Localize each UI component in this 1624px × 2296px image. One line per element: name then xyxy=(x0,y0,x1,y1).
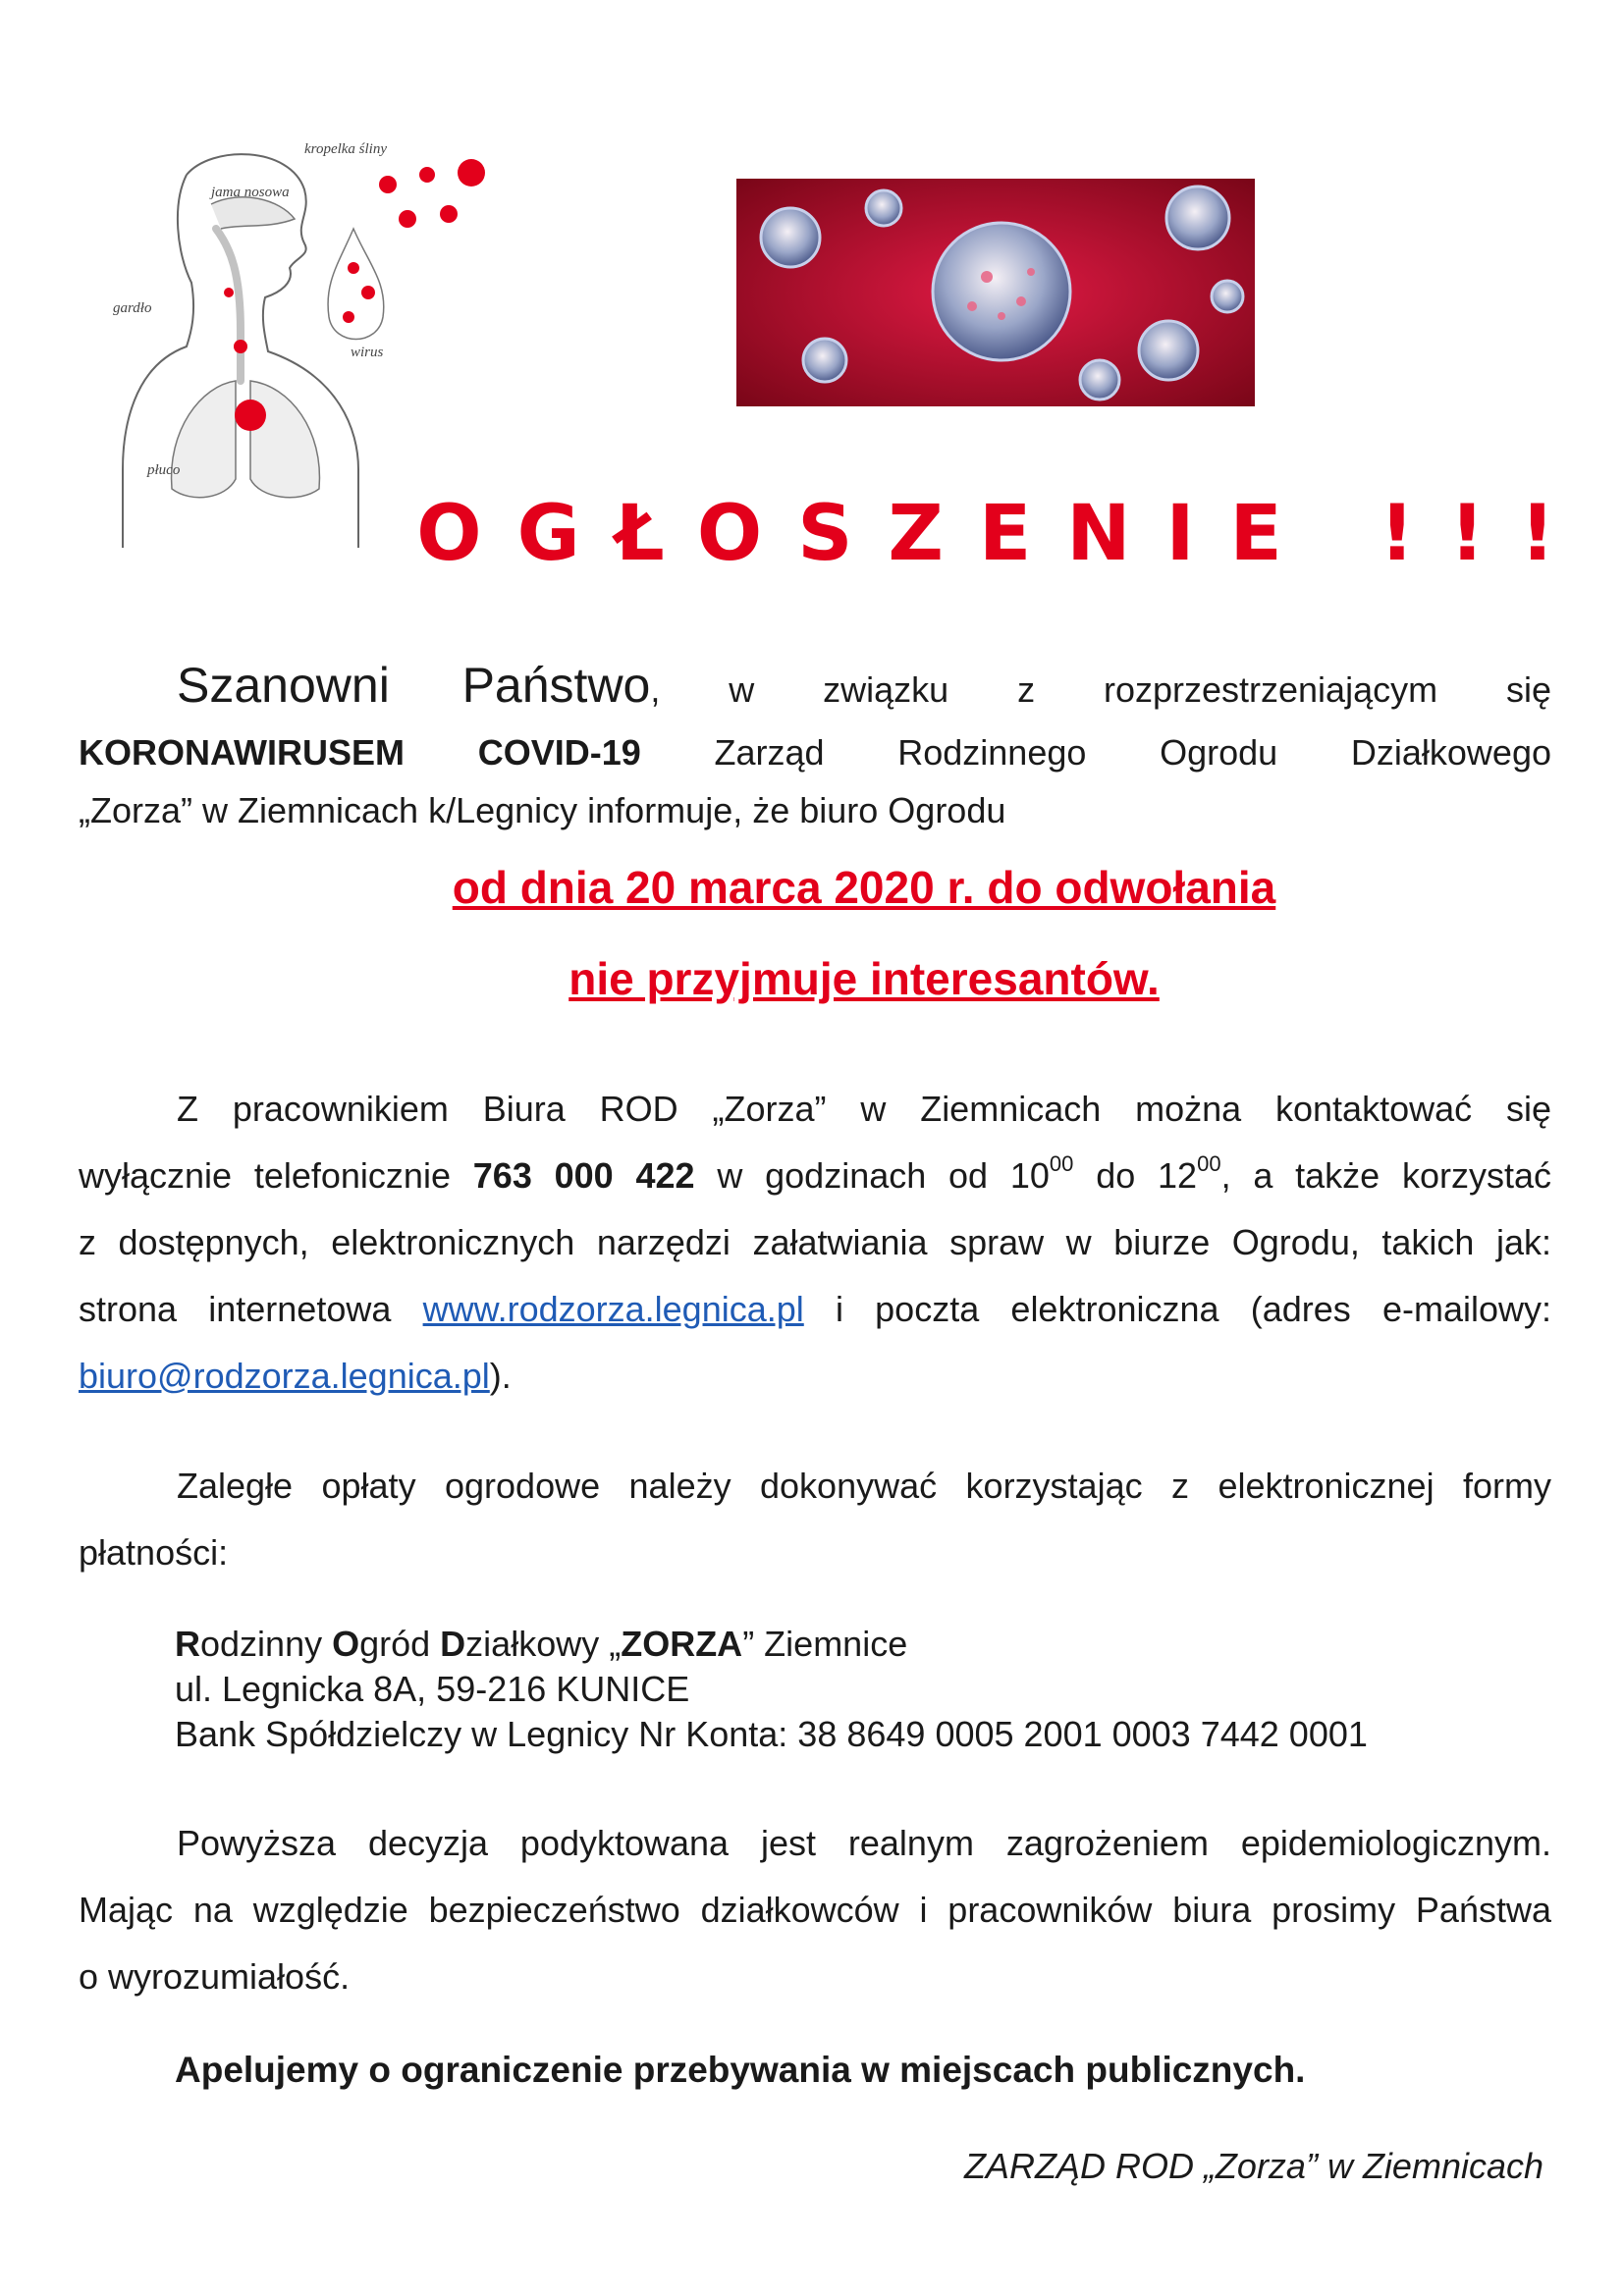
greeting: Szanowni Państwo xyxy=(177,658,651,713)
intro-line1: , w związku z rozprzestrzeniającym się xyxy=(650,669,1551,710)
decision-line3: o wyrozumiałość. xyxy=(79,1956,351,1997)
contact-paragraph xyxy=(79,1076,1551,1410)
contact-line3: z dostępnych, elektronicznych narzędzi załatwiania spraw w biurze Ogrodu, takich jak: xyxy=(79,1222,1551,1262)
email-link[interactable]: biuro@rodzorza.legnica.pl xyxy=(79,1356,490,1396)
contact-line2b: w godzinach od 10 xyxy=(717,1155,1050,1196)
intro-paragraph xyxy=(79,653,1551,838)
contact-line5-end: ). xyxy=(489,1356,512,1396)
intro-line2: Zarząd Rodzinnego Ogrodu Działkowego xyxy=(714,732,1551,773)
notice-date: od dnia 20 marca 2020 r. do odwołania xyxy=(452,862,1276,913)
label-virus: wirus xyxy=(351,345,384,360)
decision-paragraph xyxy=(79,1810,1551,2010)
decision-line1: Powyższa decyzja podyktowana jest realnym zagrożeniem epidemiologicznym. xyxy=(177,1823,1551,1863)
bank-account: Bank Spółdzielczy w Legnicy Nr Konta: 38 8649 0005 2001 0003 7442 0001 xyxy=(175,1714,1368,1754)
label-saliva-droplet: kropelka śliny xyxy=(304,141,388,157)
contact-line4b: i poczta elektroniczna (adres e-mailowy: xyxy=(835,1289,1551,1329)
payments-paragraph xyxy=(79,1453,1551,1586)
hour-from-minutes: 00 xyxy=(1049,1151,1074,1176)
payments-line2: płatności: xyxy=(79,1532,229,1573)
contact-line1: Z pracownikiem Biura ROD „Zorza” w Ziemnicach można kontaktować się xyxy=(177,1089,1551,1129)
contact-line2d: , a także korzystać xyxy=(1220,1155,1552,1196)
announcement-headline: OGŁOSZENIE !!! xyxy=(416,490,1591,578)
notice-closed: nie przyjmuje interesantów. xyxy=(568,953,1160,1004)
coronavirus-image xyxy=(736,179,1255,406)
label-throat: gardło xyxy=(113,300,152,316)
label-lung: płuco xyxy=(147,462,181,478)
street-address: ul. Legnicka 8A, 59-216 KUNICE xyxy=(175,1669,690,1709)
covid-keyword: KORONAWIRUSEM COVID-19 xyxy=(79,732,641,773)
website-link[interactable]: www.rodzorza.legnica.pl xyxy=(422,1289,804,1329)
intro-line3: „Zorza” w Ziemnicach k/Legnicy informuje, że biuro Ogrodu xyxy=(79,790,1006,830)
contact-line4a: strona internetowa xyxy=(79,1289,392,1329)
label-nasal-cavity: jama nosowa xyxy=(211,185,290,200)
decision-line2: Mając na względzie bezpieczeństwo działkowców i pracowników biura prosimy Państwa xyxy=(79,1890,1551,1930)
contact-line2c: do 12 xyxy=(1096,1155,1198,1196)
contact-line2a: wyłącznie telefonicznie xyxy=(79,1155,451,1196)
garden-name: Rodzinny Ogród Działkowy „ZORZA” Ziemnice xyxy=(175,1624,908,1664)
payments-line1: Zaległe opłaty ogrodowe należy dokonywać korzystając z elektronicznej formy xyxy=(177,1466,1551,1506)
respiratory-illustration xyxy=(93,135,604,548)
phone-number: 763 000 422 xyxy=(472,1155,695,1196)
appeal-statement: Apelujemy o ograniczenie przebywania w miejscach publicznych. xyxy=(175,2050,1306,2090)
signature: ZARZĄD ROD „Zorza” w Ziemnicach xyxy=(963,2146,1543,2186)
address-block xyxy=(175,1622,1368,1757)
hour-to-minutes: 00 xyxy=(1197,1151,1221,1176)
